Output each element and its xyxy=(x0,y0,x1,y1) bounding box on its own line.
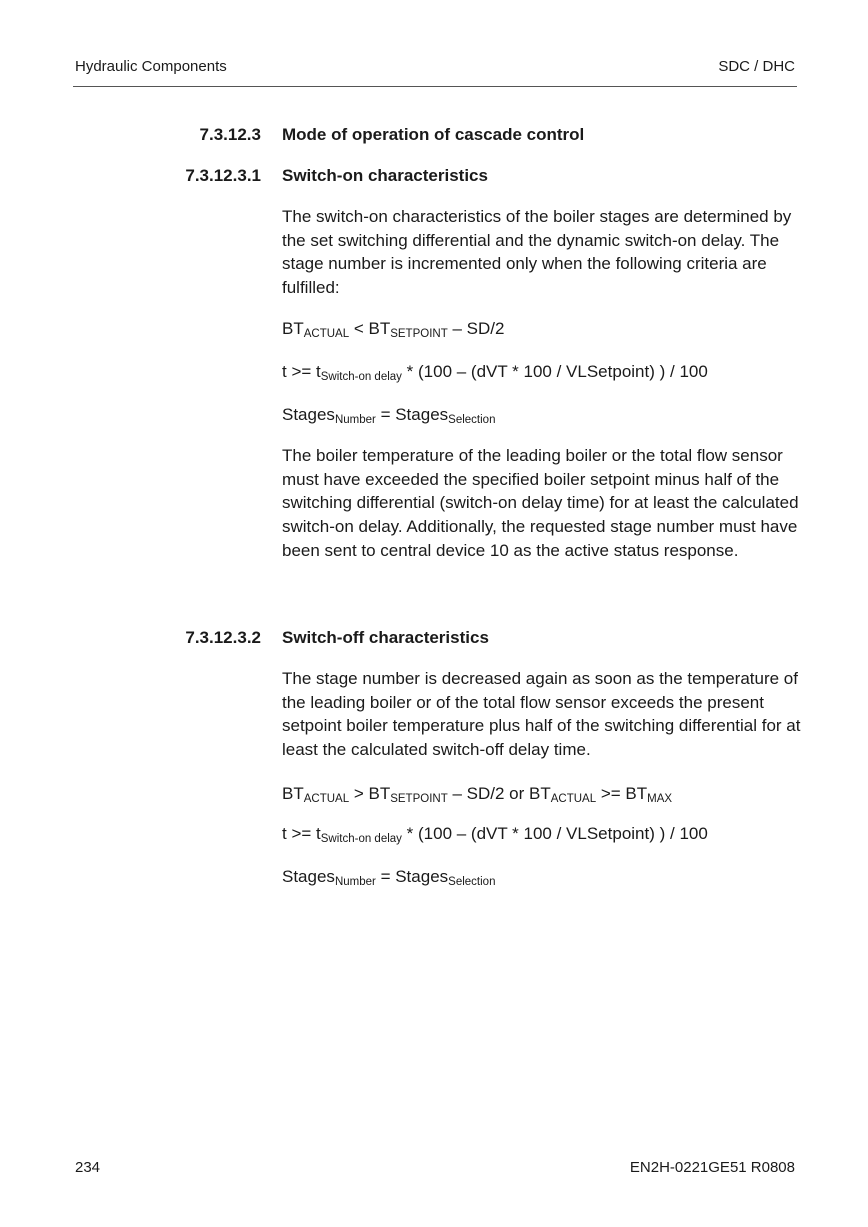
switch-off-formula-1: $BT_{ACTUAL} > BT_{SETPOINT} - SD/2$ or $BT_{ACTUAL} >= BT_{MAX}$ xyxy=(282,784,673,805)
switch-on-formula-1: $BT_{ACTUAL} < BT_{SETPOINT} - SD/2$ xyxy=(282,319,505,340)
section-title: Mode of operation of cascade control xyxy=(282,125,585,144)
page-number: 234 xyxy=(75,1159,101,1176)
section-number: 7.3.12.3 xyxy=(199,125,261,144)
switch-on-formula-2: $t >= t_{Switch-on delay} * (100 - (dVT * 100$ / VLSetpoint) ) / 100 xyxy=(282,362,708,383)
subsection-number-switch-off: 7.3.12.3.2 xyxy=(185,628,261,647)
subsection-title-switch-on: Switch-on characteristics xyxy=(282,166,488,185)
switch-on-formula-3: Stages$_{Number}$ = Stages$_{Selection}$ xyxy=(282,405,496,426)
switch-off-formula-3: Stages$_{Number}$ = Stages$_{Selection}$ xyxy=(282,867,496,888)
switch-off-formula-2: $t >= t_{Switch-on delay} * (100 - (dVT * 100$ / VLSetpoint) ) / 100 xyxy=(282,824,708,845)
switch-off-intro-paragraph: The stage number is decreased again as soon as the temperature of the leading boiler or of the total flow sensor exceeds the present setpoint boiler temperature plus half of the switching differential for at least the calculated switch-off delay time. xyxy=(282,669,801,760)
header-divider xyxy=(73,86,797,87)
running-header-right: SDC / DHC xyxy=(718,58,795,75)
subsection-title-switch-off: Switch-off characteristics xyxy=(282,628,489,647)
document-code: EN2H-0221GE51 R0808 xyxy=(629,1159,795,1176)
switch-on-explanation-paragraph: The boiler temperature of the leading boiler or the total flow sensor must have exceeded the specified boiler setpoint minus half of the switching differential (switch-on delay time) for at least the calculated switch-on delay. Additionally, the requested stage number must have been sent to central device 10 as the active status response. xyxy=(282,446,799,560)
switch-on-intro-paragraph: The switch-on characteristics of the boiler stages are determined by the set switching differential and the dynamic switch-on delay. The stage number is incremented only when the following criteria are fulfilled: xyxy=(282,207,792,298)
subsection-number-switch-on: 7.3.12.3.1 xyxy=(185,166,261,185)
running-header-left: Hydraulic Components xyxy=(75,58,227,75)
